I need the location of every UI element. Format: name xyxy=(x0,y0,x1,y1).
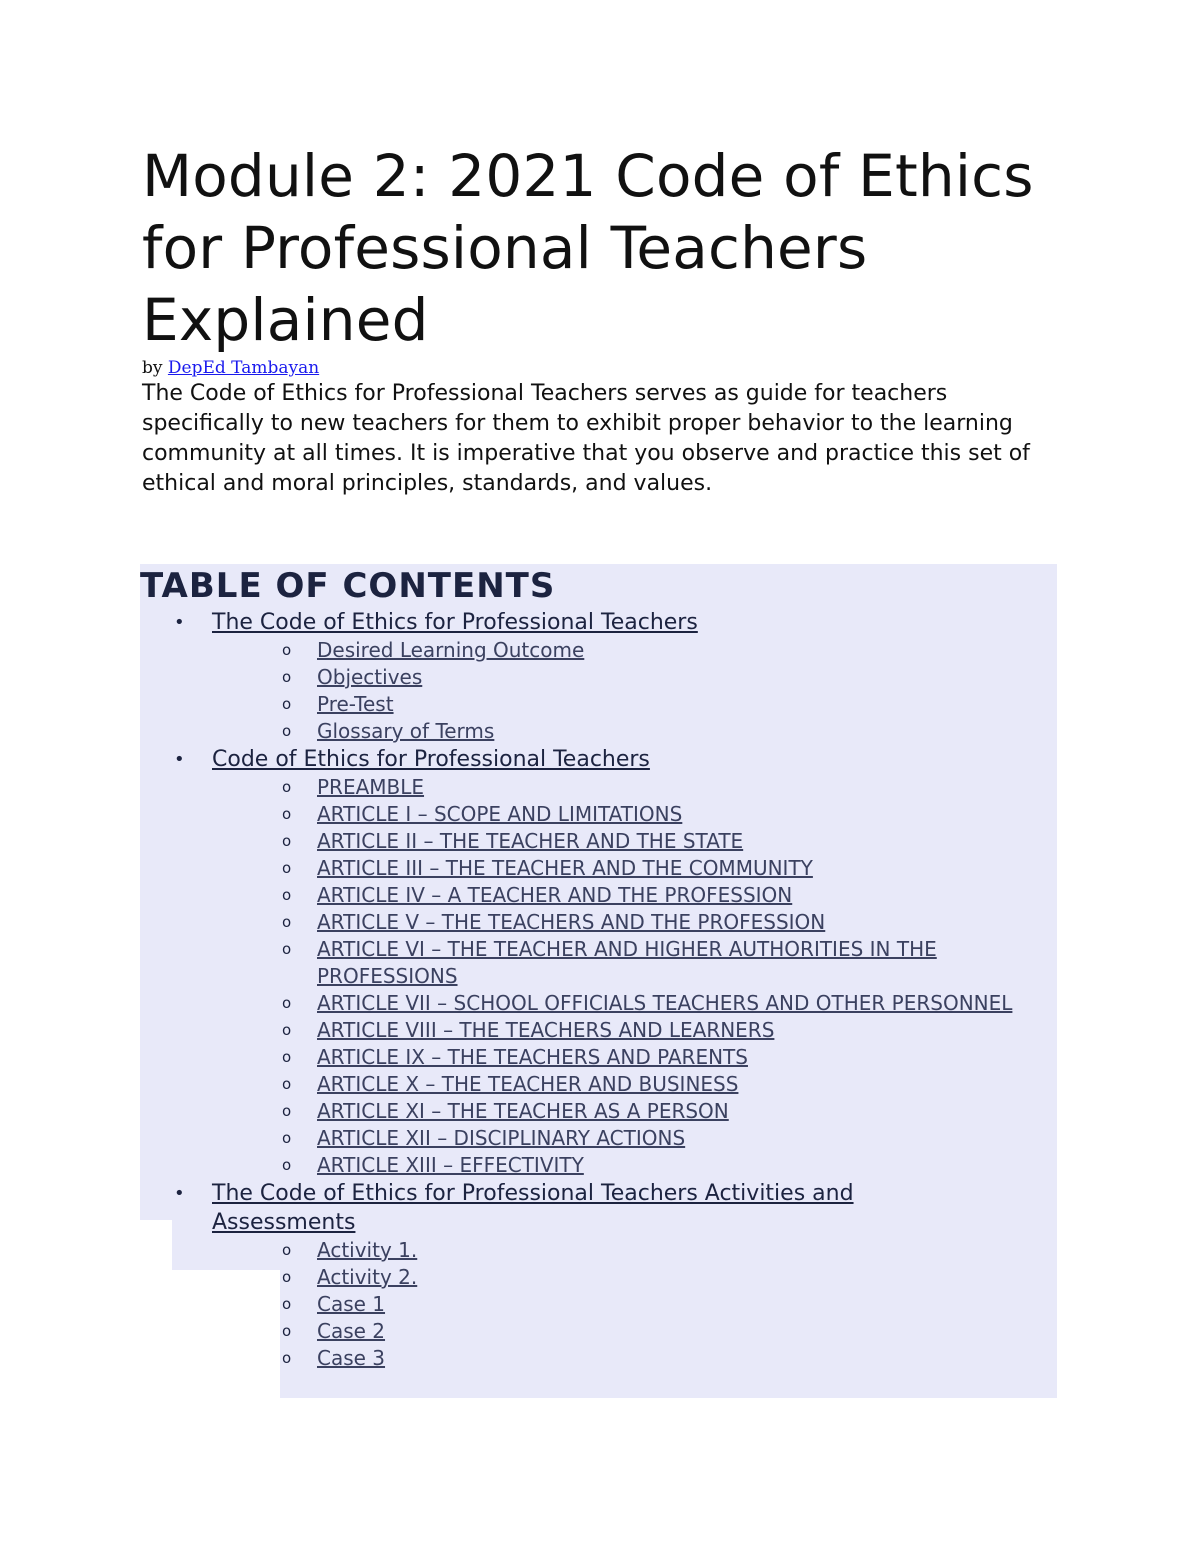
toc-section xyxy=(140,1179,1060,1372)
toc-subitem-link[interactable]: Pre-Test xyxy=(317,692,394,716)
circle-bullet-icon: o xyxy=(282,1129,292,1147)
toc-subitem-link[interactable]: Objectives xyxy=(317,665,423,689)
toc-subitem xyxy=(212,664,1060,691)
circle-bullet-icon: o xyxy=(282,722,292,740)
toc-subitem xyxy=(212,1098,1060,1125)
intro-paragraph: The Code of Ethics for Professional Teachers serves as guide for teachers specifically to new teachers for them to exhibit proper behavior to the learning community at all times. It is imperative that you observe and practice this set of ethical and moral principles, standards, and values. xyxy=(142,381,1030,496)
toc-subitem-link[interactable]: ARTICLE VIII – THE TEACHERS AND LEARNERS xyxy=(317,1018,775,1042)
circle-bullet-icon: o xyxy=(282,913,292,931)
circle-bullet-icon: o xyxy=(282,1241,292,1259)
toc-subitem xyxy=(212,718,1060,745)
toc-section-link[interactable]: The Code of Ethics for Professional Teachers Activities and Assessments xyxy=(212,1181,854,1235)
toc-section-link[interactable]: The Code of Ethics for Professional Teachers xyxy=(212,610,698,635)
bullet-icon: • xyxy=(174,749,185,770)
toc-subitem-link[interactable]: ARTICLE V – THE TEACHERS AND THE PROFESSION xyxy=(317,910,826,934)
circle-bullet-icon: o xyxy=(282,1268,292,1286)
toc-section xyxy=(140,608,1060,745)
toc-subitem-link[interactable]: ARTICLE VII – SCHOOL OFFICIALS TEACHERS AND OTHER PERSONNEL xyxy=(317,991,1013,1015)
circle-bullet-icon: o xyxy=(282,886,292,904)
toc-section-link[interactable]: Code of Ethics for Professional Teachers xyxy=(212,747,650,772)
toc-subitem xyxy=(212,882,1060,909)
toc-subitem-link[interactable]: Activity 2. xyxy=(317,1265,418,1289)
toc-subitem xyxy=(212,1152,1060,1179)
circle-bullet-icon: o xyxy=(282,1102,292,1120)
circle-bullet-icon: o xyxy=(282,859,292,877)
byline-prefix: by xyxy=(142,358,163,378)
toc-subitem xyxy=(212,637,1060,664)
byline xyxy=(142,357,1062,379)
circle-bullet-icon: o xyxy=(282,641,292,659)
toc-subitem xyxy=(212,691,1060,718)
toc-subitem xyxy=(212,1237,1060,1264)
toc-subitem xyxy=(212,828,1060,855)
document-page xyxy=(140,140,1062,1370)
toc-subitem xyxy=(212,1044,1060,1071)
circle-bullet-icon: o xyxy=(282,1322,292,1340)
toc-subitem-link[interactable]: ARTICLE II – THE TEACHER AND THE STATE xyxy=(317,829,744,853)
circle-bullet-icon: o xyxy=(282,1295,292,1313)
table-of-contents xyxy=(140,564,1060,1372)
toc-subitem-link[interactable]: ARTICLE XII – DISCIPLINARY ACTIONS xyxy=(317,1126,686,1150)
circle-bullet-icon: o xyxy=(282,778,292,796)
toc-subitem-link[interactable]: ARTICLE XI – THE TEACHER AS A PERSON xyxy=(317,1099,729,1123)
toc-subitem xyxy=(212,1071,1060,1098)
circle-bullet-icon: o xyxy=(282,805,292,823)
bullet-icon: • xyxy=(174,1183,185,1204)
circle-bullet-icon: o xyxy=(282,668,292,686)
circle-bullet-icon: o xyxy=(282,940,292,958)
circle-bullet-icon: o xyxy=(282,1021,292,1039)
toc-list xyxy=(140,608,1060,1372)
toc-heading: TABLE OF CONTENTS xyxy=(140,566,556,606)
toc-subitem xyxy=(212,1318,1060,1345)
toc-sublist xyxy=(212,1237,1060,1372)
toc-subitem xyxy=(212,1291,1060,1318)
toc-subitem-link[interactable]: ARTICLE I – SCOPE AND LIMITATIONS xyxy=(317,802,683,826)
toc-subitem xyxy=(212,855,1060,882)
toc-subitem xyxy=(212,909,1060,936)
toc-subitem-link[interactable]: Glossary of Terms xyxy=(317,719,495,743)
toc-subitem-link[interactable]: Case 1 xyxy=(317,1292,386,1316)
toc-subitem-link[interactable]: ARTICLE IV – A TEACHER AND THE PROFESSION xyxy=(317,883,793,907)
bullet-icon: • xyxy=(174,612,185,633)
toc-sublist xyxy=(212,774,1060,1179)
toc-subitem xyxy=(212,1017,1060,1044)
toc-subitem xyxy=(212,990,1060,1017)
author-link[interactable]: DepEd Tambayan xyxy=(167,358,320,378)
toc-subitem xyxy=(212,774,1060,801)
circle-bullet-icon: o xyxy=(282,695,292,713)
toc-subitem-link[interactable]: PREAMBLE xyxy=(317,775,425,799)
toc-section xyxy=(140,745,1060,1179)
circle-bullet-icon: o xyxy=(282,994,292,1012)
toc-subitem-link[interactable]: ARTICLE X – THE TEACHER AND BUSINESS xyxy=(317,1072,739,1096)
toc-subitem-link[interactable]: ARTICLE VI – THE TEACHER AND HIGHER AUTHORITIES IN THE PROFESSIONS xyxy=(317,937,937,988)
toc-subitem-link[interactable]: ARTICLE XIII – EFFECTIVITY xyxy=(317,1153,584,1177)
toc-subitem xyxy=(212,936,1060,990)
toc-subitem-link[interactable]: ARTICLE III – THE TEACHER AND THE COMMUNITY xyxy=(317,856,813,880)
toc-subitem-link[interactable]: Case 3 xyxy=(317,1346,386,1370)
toc-subitem xyxy=(212,1264,1060,1291)
circle-bullet-icon: o xyxy=(282,832,292,850)
circle-bullet-icon: o xyxy=(282,1075,292,1093)
toc-subitem xyxy=(212,1345,1060,1372)
circle-bullet-icon: o xyxy=(282,1156,292,1174)
page-title: Module 2: 2021 Code of Ethics for Professional Teachers Explained xyxy=(142,142,1034,354)
toc-subitem xyxy=(212,801,1060,828)
toc-sublist xyxy=(212,637,1060,745)
toc-subitem-link[interactable]: Case 2 xyxy=(317,1319,386,1343)
toc-subitem xyxy=(212,1125,1060,1152)
circle-bullet-icon: o xyxy=(282,1349,292,1367)
toc-subitem-link[interactable]: Desired Learning Outcome xyxy=(317,638,585,662)
toc-subitem-link[interactable]: Activity 1. xyxy=(317,1238,418,1262)
toc-subitem-link[interactable]: ARTICLE IX – THE TEACHERS AND PARENTS xyxy=(317,1045,748,1069)
circle-bullet-icon: o xyxy=(282,1048,292,1066)
